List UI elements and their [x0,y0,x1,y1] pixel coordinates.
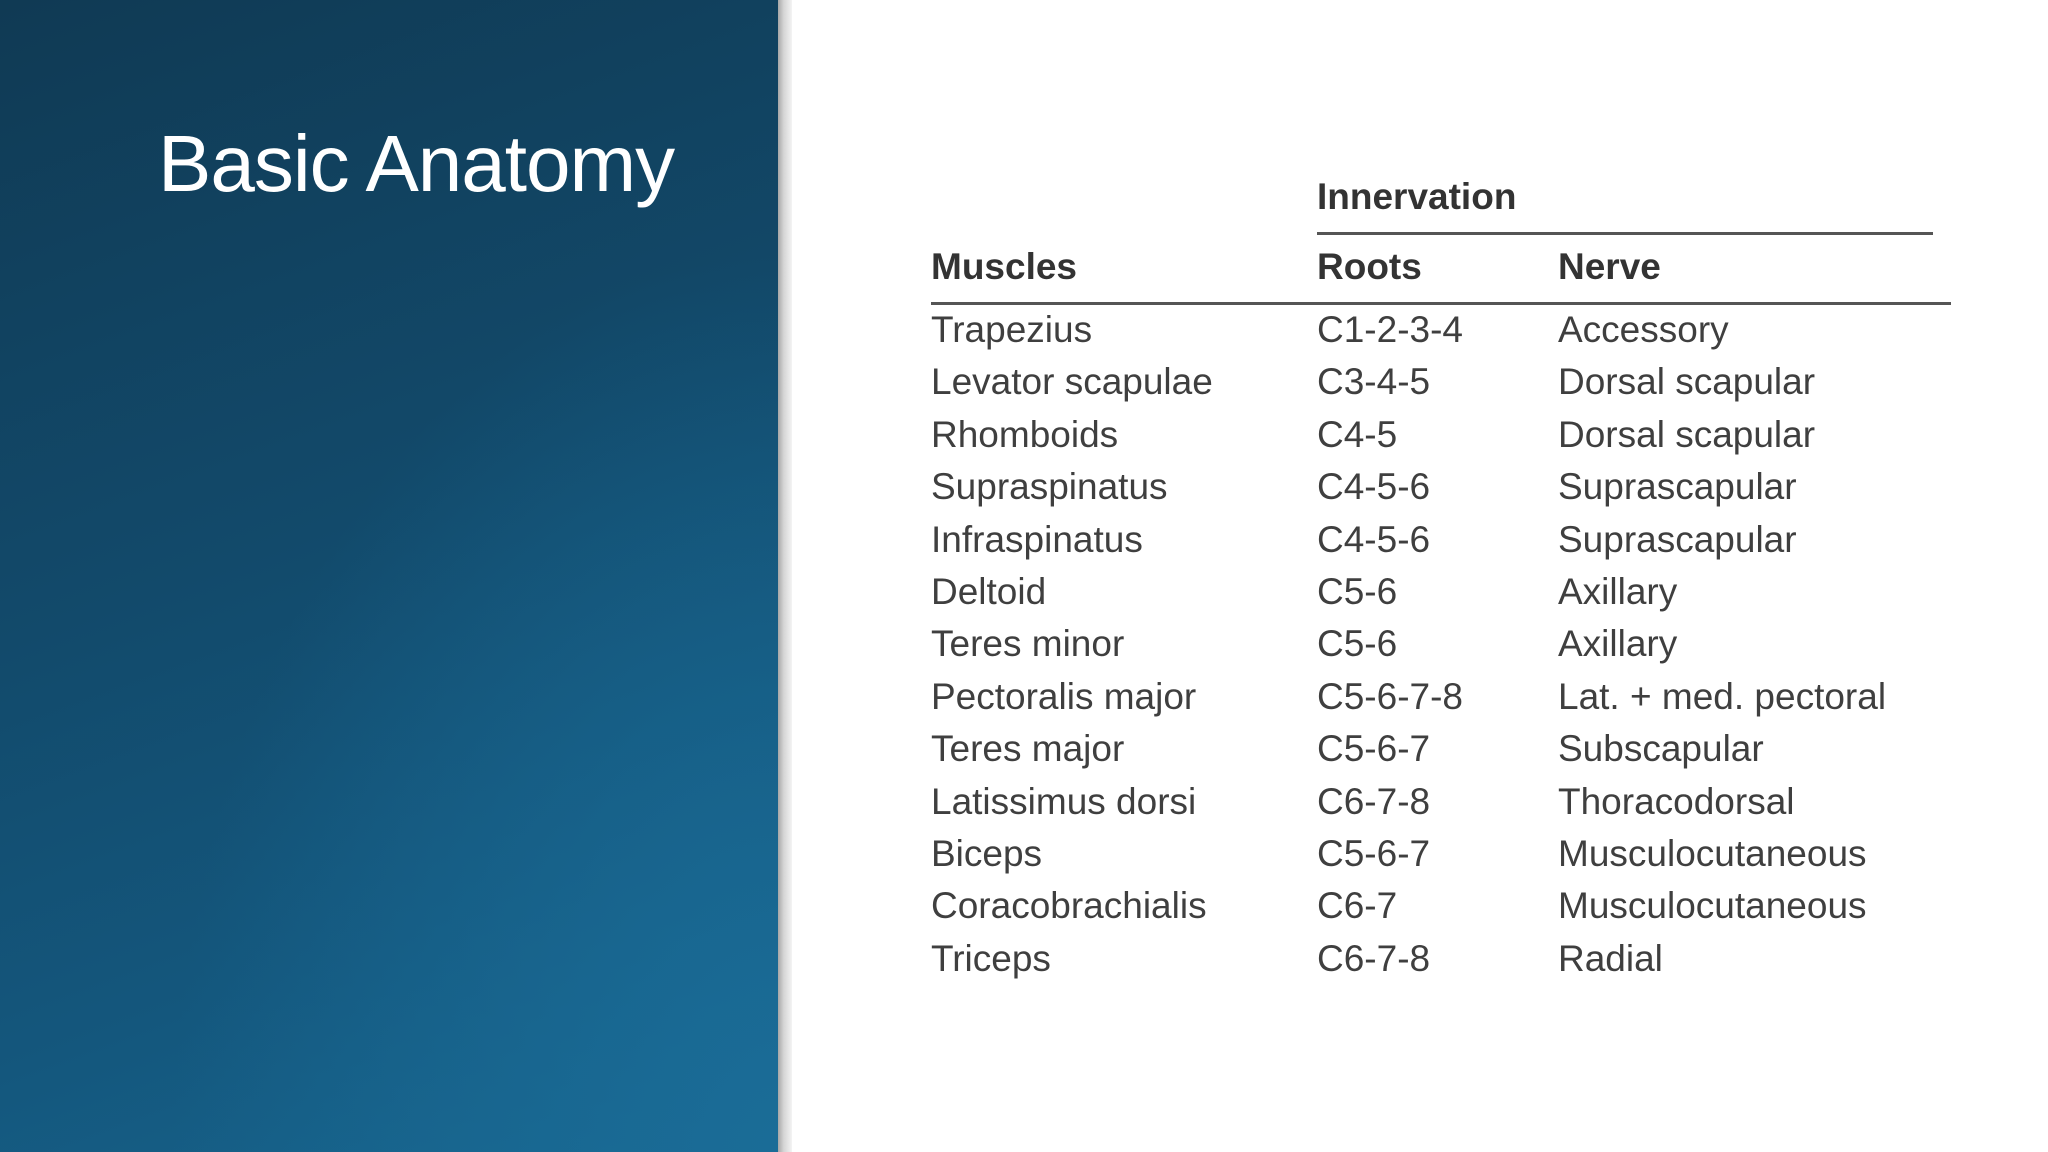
nerve-cell: Subscapular [1558,728,1764,770]
muscle-cell: Levator scapulae [931,361,1213,403]
nerve-cell: Musculocutaneous [1558,832,1867,874]
roots-cell: C6-7-8 [1317,780,1431,822]
roots-cell: C4-5-6 [1317,466,1431,508]
table-row [905,618,1995,670]
nerve-cell: Musculocutaneous [1558,885,1867,927]
nerve-cell: Dorsal scapular [1558,413,1816,455]
table-row [905,514,1995,566]
innervation-group-header: Innervation [1317,176,1517,217]
table-row [905,409,1995,461]
nerve-cell: Dorsal scapular [1558,361,1816,403]
muscles-column-header: Muscles [931,246,1078,287]
table-row [905,304,1995,356]
muscle-cell: Infraspinatus [931,518,1143,560]
roots-cell: C1-2-3-4 [1317,309,1463,350]
muscle-cell: Teres major [931,728,1125,770]
group-header-rule [1317,232,1933,235]
table-row [905,828,1995,880]
table-row [905,356,1995,408]
table-row [905,671,1995,723]
table-row [905,776,1995,828]
nerve-cell: Suprascapular [1558,466,1797,508]
innervation-table [905,150,1995,1000]
title-panel [0,0,778,1152]
slide-title: Basic Anatomy [158,119,675,208]
roots-cell: C6-7 [1317,885,1398,927]
roots-cell: C5-6-7 [1317,728,1431,770]
muscle-cell: Latissimus dorsi [931,780,1197,822]
roots-cell: C5-6 [1317,570,1398,612]
roots-cell: C3-4-5 [1317,361,1431,403]
roots-cell: C5-6 [1317,623,1398,665]
nerve-cell: Suprascapular [1558,518,1797,560]
nerve-cell: Radial [1558,937,1663,979]
table-row [905,933,1995,985]
roots-cell: C4-5-6 [1317,518,1431,560]
roots-cell: C5-6-7 [1317,832,1431,874]
roots-column-header: Roots [1317,246,1422,287]
table-row [905,723,1995,775]
table-row [905,461,1995,513]
muscle-cell: Rhomboids [931,413,1119,455]
nerve-cell: Axillary [1558,570,1678,612]
nerve-cell: Lat. + med. pectoral [1558,675,1887,717]
muscle-cell: Supraspinatus [931,466,1168,508]
nerve-column-header: Nerve [1558,246,1661,287]
muscle-cell: Coracobrachialis [931,885,1207,927]
nerve-cell: Accessory [1558,309,1729,350]
roots-cell: C6-7-8 [1317,937,1431,979]
roots-cell: C5-6-7-8 [1317,675,1463,717]
muscle-cell: Pectoralis major [931,675,1197,717]
muscle-cell: Teres minor [931,623,1125,665]
table-row [905,566,1995,618]
panel-shadow [778,0,792,1152]
muscle-cell: Biceps [931,832,1043,874]
table-row [905,880,1995,932]
nerve-cell: Thoracodorsal [1558,780,1795,822]
nerve-cell: Axillary [1558,623,1678,665]
table-body [905,304,1995,985]
muscle-cell: Triceps [931,937,1051,979]
roots-cell: C4-5 [1317,413,1398,455]
muscle-cell: Deltoid [931,570,1047,612]
muscle-cell: Trapezius [931,309,1093,350]
